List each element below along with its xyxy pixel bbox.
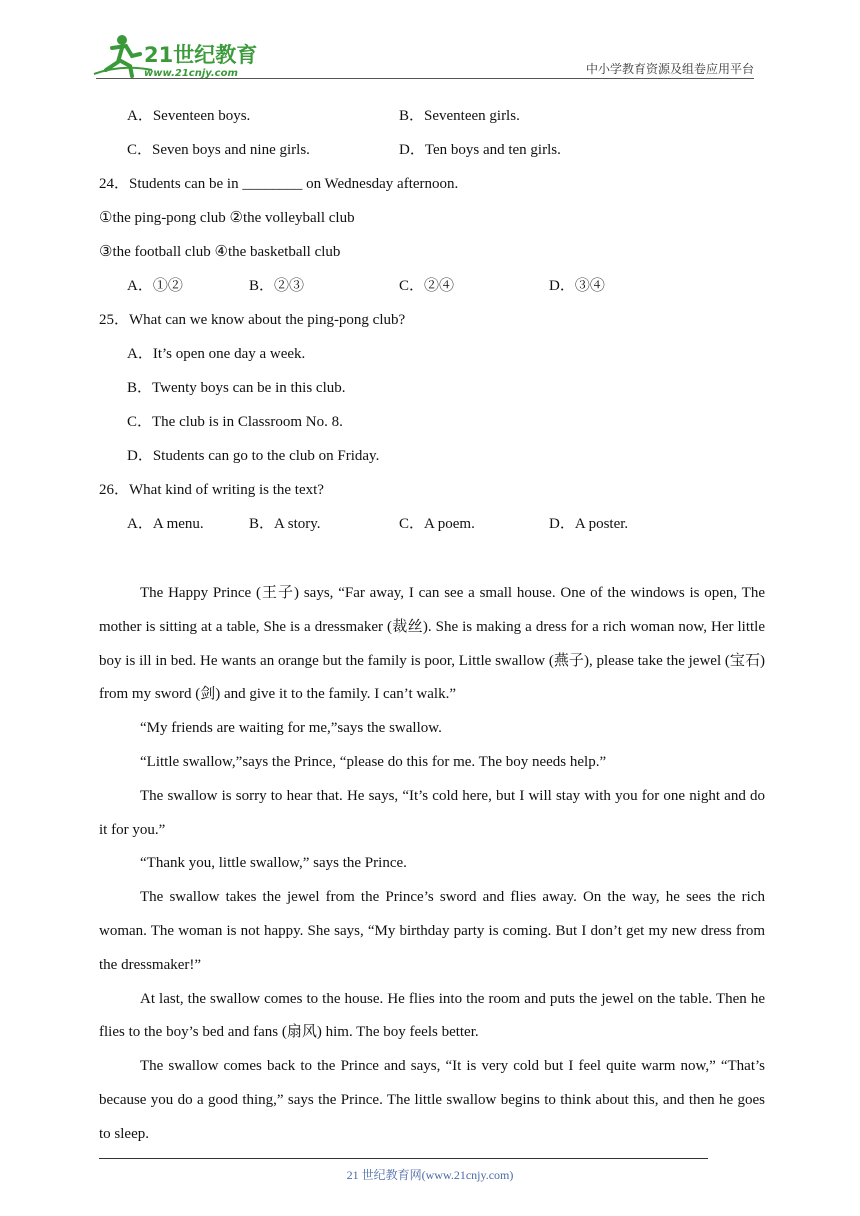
q25-option-d: D．Students can go to the club on Friday. xyxy=(127,448,380,464)
passage-paragraph: The swallow comes back to the Prince and says, “It is very cold but I feel quite warm now,” “That’s because you do a good thing,” says the Prince. The little swallow begins to think about this, and then he goes to sleep. xyxy=(99,1058,765,1142)
logo-text: 21世纪教育 xyxy=(144,43,258,67)
q25-option-b: B．Twenty boys can be in this club. xyxy=(127,380,346,396)
q24-stem: 24．Students can be in ________ on Wednesday afternoon. xyxy=(99,176,459,192)
passage-paragraph: The swallow takes the jewel from the Prince’s sword and flies away. On the way, he sees the rich woman. The woman is not happy. She says, “My birthday party is coming. But I don’t get my new dress from the dressmaker!” xyxy=(99,889,765,973)
q24-option-b: B．②③ xyxy=(249,278,305,294)
q26-option-c: C．A poem. xyxy=(399,516,475,532)
q26-option-b: B．A story. xyxy=(249,516,321,532)
q23-option-b: B．Seventeen girls. xyxy=(399,108,520,124)
q24-options-row xyxy=(99,271,765,305)
site-logo xyxy=(92,30,262,82)
passage-paragraph: “My friends are waiting for me,”says the swallow. xyxy=(140,720,442,737)
q26-option-a: A．A menu. xyxy=(127,516,204,532)
passage-paragraph: At last, the swallow comes to the house. He flies into the room and puts the jewel on the table. Then he flies to the boy’s bed and fans (扇风) him. The boy feels better. xyxy=(99,990,765,1041)
q23-options-row-1 xyxy=(99,101,765,135)
header-platform-text: 中小学教育资源及组卷应用平台 xyxy=(585,62,754,76)
q23-option-d: D．Ten boys and ten girls. xyxy=(399,142,561,158)
passage-paragraph: The Happy Prince (王子) says, “Far away, I can see a small house. One of the windows is open, The mother is sitting at a table, She is a dressmaker (裁丝). She is making a dress for a rich woman now, Her little boy is ill in bed. He wants an orange but the family is poor, Little swallow (燕子), please take the jewel (宝石) from my sword (剑) and give it to the family. I can’t walk.” xyxy=(99,585,765,703)
q24-choices-line-1: ①the ping-pong club ②the volleyball club xyxy=(99,210,355,226)
passage-paragraph: The swallow is sorry to hear that. He says, “It’s cold here, but I will stay with you for one night and do it for you.” xyxy=(99,787,765,838)
q23-option-c: C．Seven boys and nine girls. xyxy=(127,142,310,158)
reading-passage xyxy=(99,577,765,1152)
passage-paragraph: “Little swallow,”says the Prince, “please do this for me. The boy needs help.” xyxy=(140,753,607,770)
q24-option-c: C．②④ xyxy=(399,278,455,294)
header-divider xyxy=(96,78,754,79)
q25-option-c: C．The club is in Classroom No. 8. xyxy=(127,414,343,430)
q25-stem: 25．What can we know about the ping-pong club? xyxy=(99,312,406,328)
q24-option-d: D．③④ xyxy=(549,278,605,294)
page-header xyxy=(0,0,860,90)
q25-option-a: A．It’s open one day a week. xyxy=(127,346,306,362)
q23-option-a: A．Seventeen boys. xyxy=(127,108,251,124)
q24-choices-line-2: ③the football club ④the basketball club xyxy=(99,244,341,260)
footer-text: 21 世纪教育网(www.21cnjy.com) xyxy=(346,1168,514,1182)
q24-option-a: A．①② xyxy=(127,278,183,294)
page-content xyxy=(99,101,765,1152)
section-gap xyxy=(99,543,765,577)
q26-options-row xyxy=(99,509,765,543)
passage-paragraph: “Thank you, little swallow,” says the Prince. xyxy=(140,855,407,872)
q23-options-row-2 xyxy=(99,135,765,169)
q26-option-d: D．A poster. xyxy=(549,516,629,532)
q26-stem: 26．What kind of writing is the text? xyxy=(99,482,324,498)
logo-url: www.21cnjy.com xyxy=(144,68,238,79)
footer-divider xyxy=(99,1158,708,1159)
